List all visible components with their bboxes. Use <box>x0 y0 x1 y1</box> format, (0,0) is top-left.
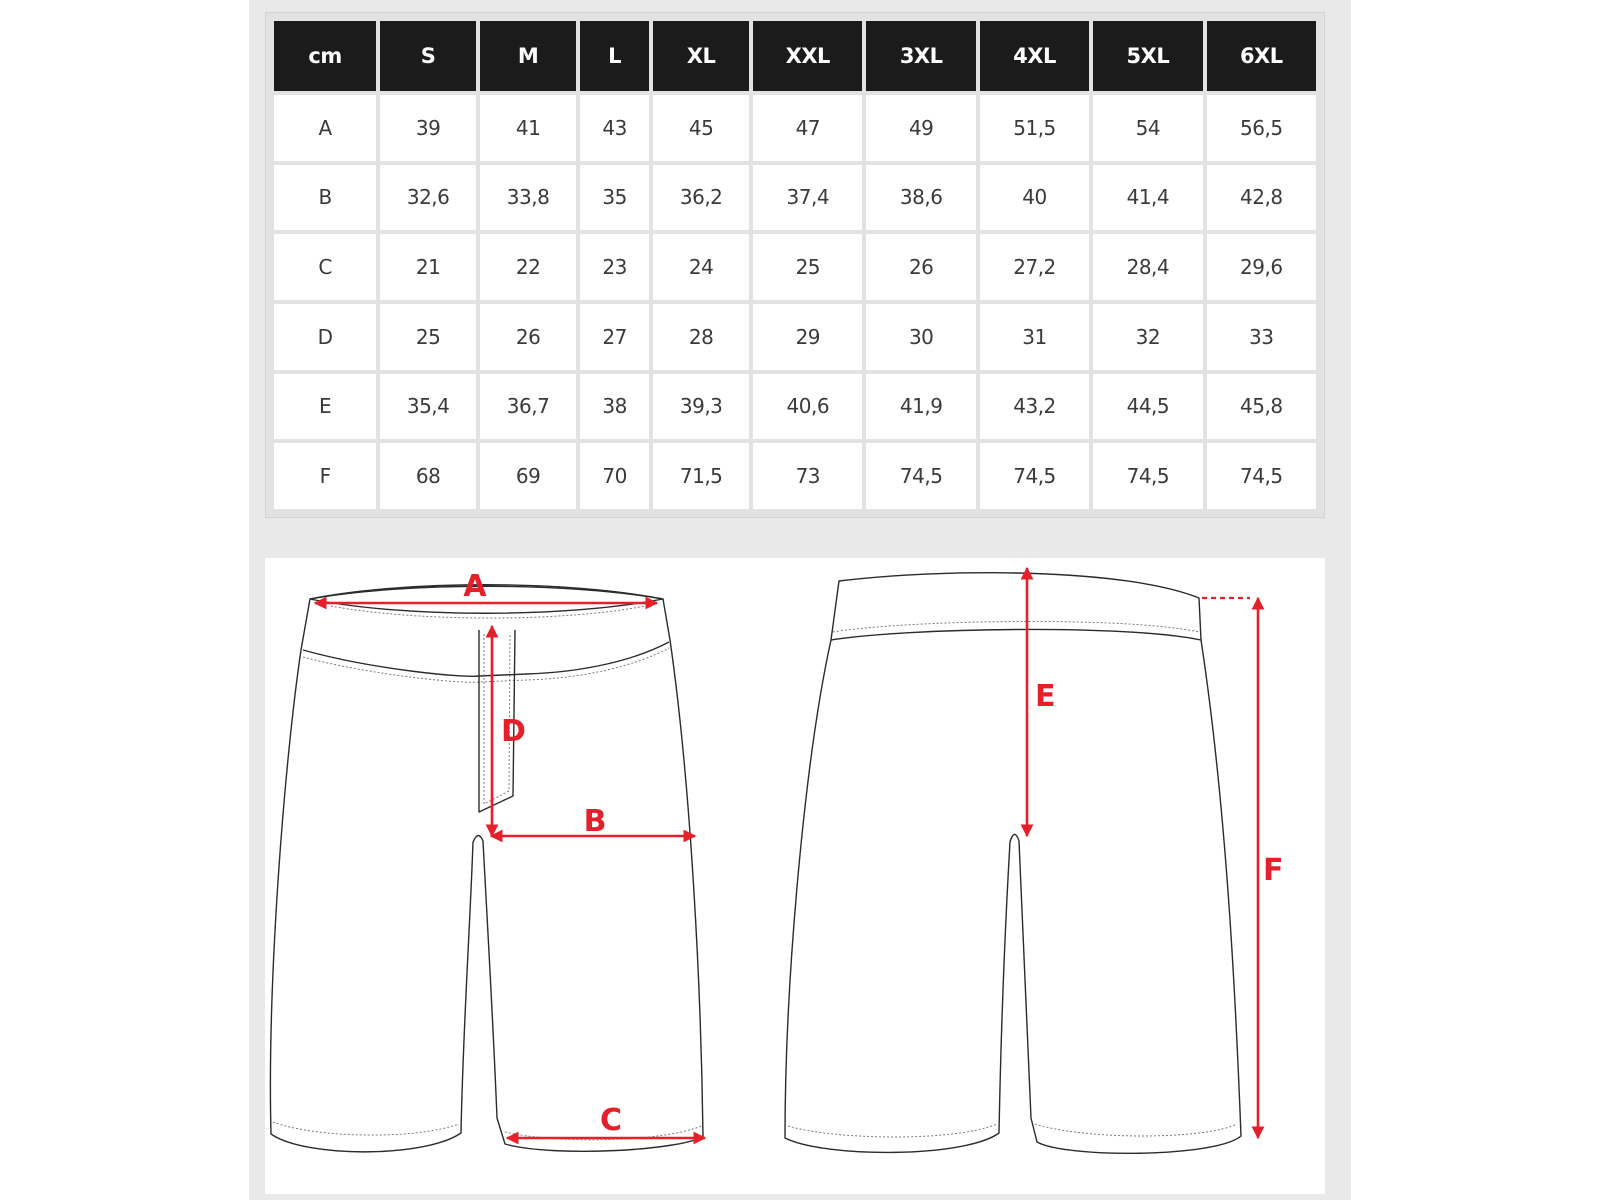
measurement-value-cell: 28 <box>653 304 749 370</box>
table-row <box>274 165 1316 231</box>
shorts-diagram-svg <box>265 558 1325 1194</box>
dimension-d-label: D <box>501 714 526 749</box>
measurement-value-cell: 70 <box>580 443 649 509</box>
size-header-4xl: 4XL <box>980 21 1089 91</box>
measurement-value-cell: 45 <box>653 95 749 161</box>
dimension-c-label: C <box>599 1103 623 1138</box>
size-header-row <box>274 21 1316 91</box>
measurement-value-cell: 25 <box>380 304 476 370</box>
measurement-value-cell: 36,7 <box>480 374 576 440</box>
measurement-value-cell: 27,2 <box>980 234 1089 300</box>
measurement-value-cell: 39,3 <box>653 374 749 440</box>
measurement-value-cell: 30 <box>866 304 975 370</box>
measurement-value-cell: 27 <box>580 304 649 370</box>
dimension-f-label: F <box>1263 853 1284 888</box>
measurement-value-cell: 43,2 <box>980 374 1089 440</box>
measurement-value-cell: 74,5 <box>1093 443 1202 509</box>
measurement-value-cell: 29 <box>753 304 862 370</box>
measurement-value-cell: 56,5 <box>1207 95 1316 161</box>
measurement-label-cell: B <box>274 165 376 231</box>
size-chart-frame <box>265 12 1325 518</box>
measurement-value-cell: 43 <box>580 95 649 161</box>
measurement-value-cell: 28,4 <box>1093 234 1202 300</box>
size-header-s: S <box>380 21 476 91</box>
measurement-value-cell: 74,5 <box>980 443 1089 509</box>
measurement-label-cell: C <box>274 234 376 300</box>
measurement-value-cell: 51,5 <box>980 95 1089 161</box>
measurement-value-cell: 54 <box>1093 95 1202 161</box>
measurement-value-cell: 74,5 <box>1207 443 1316 509</box>
measurement-value-cell: 23 <box>580 234 649 300</box>
measurement-value-cell: 35,4 <box>380 374 476 440</box>
measurement-value-cell: 39 <box>380 95 476 161</box>
table-row <box>274 304 1316 370</box>
dimension-b-label: B <box>583 804 607 839</box>
measurement-value-cell: 74,5 <box>866 443 975 509</box>
measurement-value-cell: 25 <box>753 234 862 300</box>
measurement-value-cell: 26 <box>480 304 576 370</box>
size-header-6xl: 6XL <box>1207 21 1316 91</box>
table-row <box>274 234 1316 300</box>
size-header-m: M <box>480 21 576 91</box>
dimension-e-label: E <box>1035 679 1056 714</box>
measurement-value-cell: 42,8 <box>1207 165 1316 231</box>
back-shorts-body <box>785 573 1241 1154</box>
measurement-value-cell: 40,6 <box>753 374 862 440</box>
measurement-value-cell: 73 <box>753 443 862 509</box>
measurement-value-cell: 31 <box>980 304 1089 370</box>
measurement-value-cell: 41 <box>480 95 576 161</box>
measurement-value-cell: 38,6 <box>866 165 975 231</box>
shorts-front-view <box>270 585 703 1152</box>
size-header-5xl: 5XL <box>1093 21 1202 91</box>
front-shorts-body <box>270 585 703 1152</box>
measurement-value-cell: 32 <box>1093 304 1202 370</box>
measurement-value-cell: 49 <box>866 95 975 161</box>
unit-header: cm <box>274 21 376 91</box>
measurement-value-cell: 33,8 <box>480 165 576 231</box>
table-row <box>274 95 1316 161</box>
measurement-value-cell: 29,6 <box>1207 234 1316 300</box>
measurement-value-cell: 36,2 <box>653 165 749 231</box>
measurement-value-cell: 38 <box>580 374 649 440</box>
size-chart-table <box>270 17 1320 513</box>
measurement-value-cell: 35 <box>580 165 649 231</box>
size-header-xl: XL <box>653 21 749 91</box>
size-header-3xl: 3XL <box>866 21 975 91</box>
shorts-back-view <box>785 573 1241 1154</box>
measurement-diagram <box>265 558 1325 1194</box>
measurement-value-cell: 32,6 <box>380 165 476 231</box>
measurement-value-cell: 68 <box>380 443 476 509</box>
measurement-value-cell: 69 <box>480 443 576 509</box>
measurement-value-cell: 44,5 <box>1093 374 1202 440</box>
measurement-value-cell: 41,4 <box>1093 165 1202 231</box>
measurement-value-cell: 71,5 <box>653 443 749 509</box>
size-header-xxl: XXL <box>753 21 862 91</box>
measurement-value-cell: 24 <box>653 234 749 300</box>
measurement-label-cell: F <box>274 443 376 509</box>
measurement-value-cell: 45,8 <box>1207 374 1316 440</box>
size-header-l: L <box>580 21 649 91</box>
measurement-label-cell: A <box>274 95 376 161</box>
dimension-a-label: A <box>463 569 487 604</box>
measurement-value-cell: 37,4 <box>753 165 862 231</box>
size-chart-body <box>274 95 1316 509</box>
table-row <box>274 443 1316 509</box>
measurement-label-cell: E <box>274 374 376 440</box>
measurement-value-cell: 33 <box>1207 304 1316 370</box>
measurement-value-cell: 40 <box>980 165 1089 231</box>
measurement-value-cell: 26 <box>866 234 975 300</box>
measurement-label-cell: D <box>274 304 376 370</box>
measurement-value-cell: 41,9 <box>866 374 975 440</box>
measurement-value-cell: 21 <box>380 234 476 300</box>
measurement-value-cell: 47 <box>753 95 862 161</box>
measurement-value-cell: 22 <box>480 234 576 300</box>
table-row <box>274 374 1316 440</box>
